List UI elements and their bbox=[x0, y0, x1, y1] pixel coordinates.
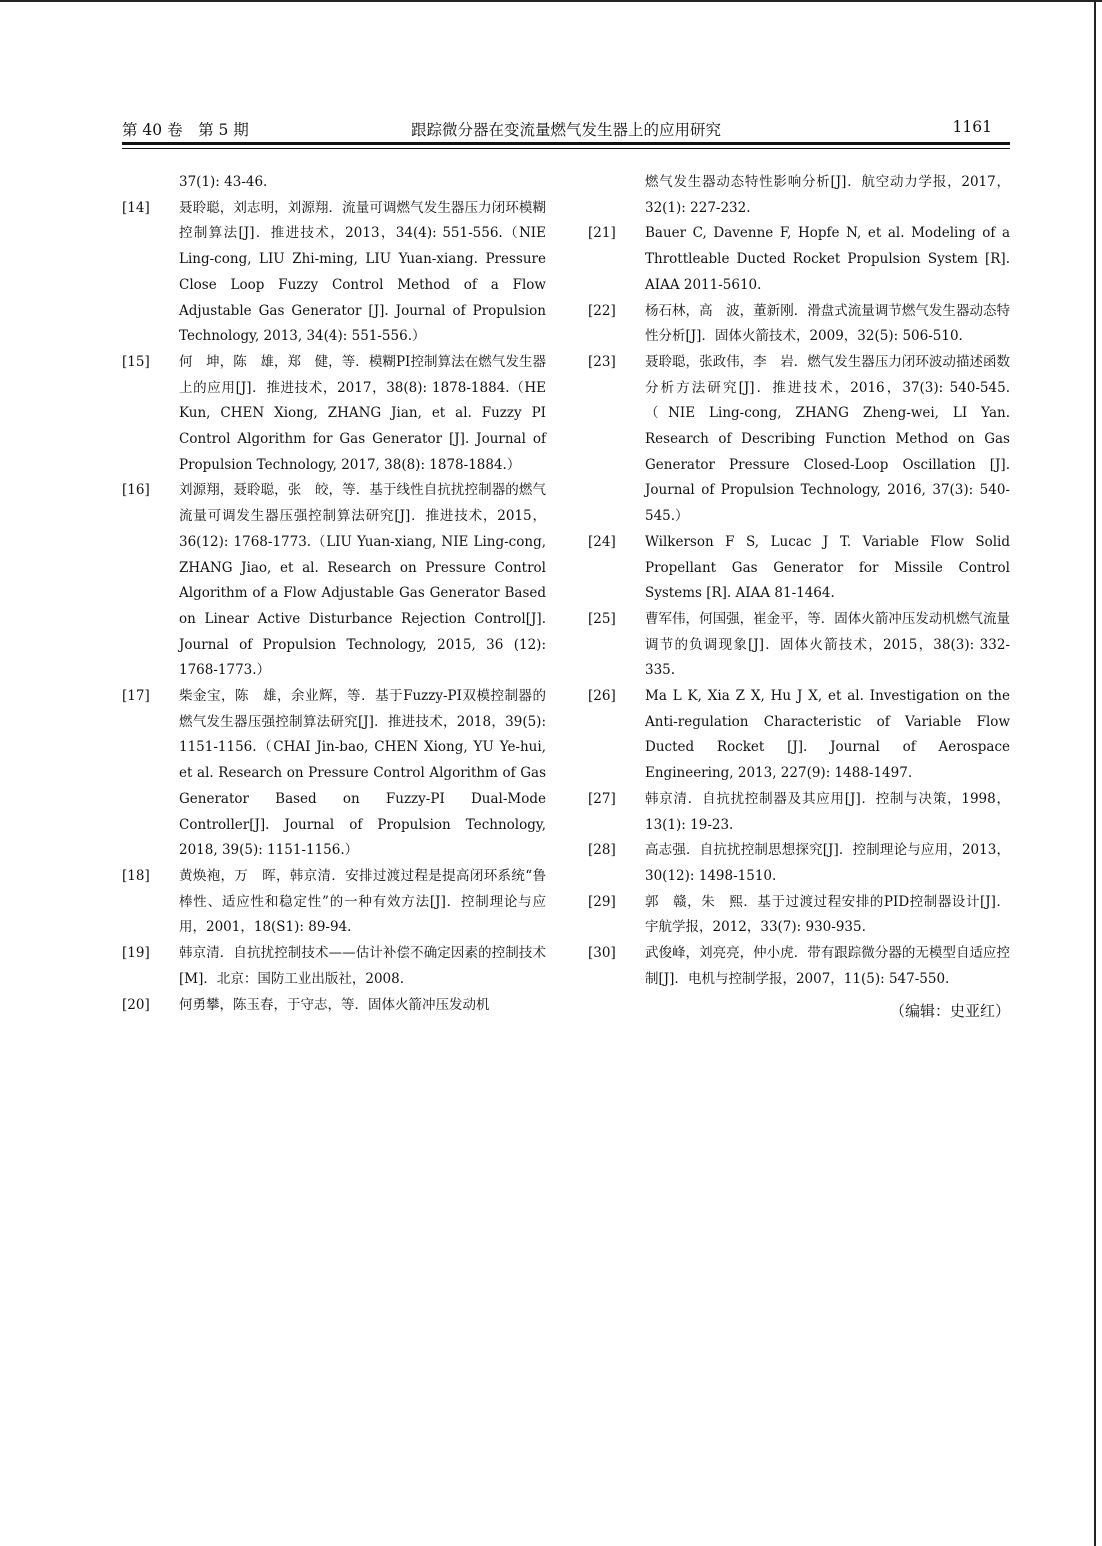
reference-item bbox=[122, 993, 546, 1019]
reference-text: 何 坤，陈 雄，郑 健，等．模糊PI控制算法在燃气发生器上的应用[J]．推进技术，2017，38(8): 1878-1884.（HE Kun, CHEN Xiong, ZHANG Jian, et al. Fuzzy PI Control Algorithm for Gas Generator [J]. Journal of Propulsion Technology, 2017, 38(8): 1878-1884.） bbox=[179, 353, 546, 473]
reference-number: [17] bbox=[122, 688, 150, 705]
reference-number: [20] bbox=[122, 996, 150, 1013]
reference-item bbox=[588, 530, 1010, 607]
reference-number: [23] bbox=[588, 353, 616, 370]
reference-item bbox=[588, 607, 1010, 684]
reference-text: 曹军伟，何国强，崔金平，等．固体火箭冲压发动机燃气流量调节的负调现象[J]．固体火箭技术，2015，38(3): 332-335. bbox=[645, 610, 1010, 679]
editor-note: （编辑：史亚红） bbox=[889, 1001, 1010, 1020]
reference-number: [15] bbox=[122, 353, 150, 370]
reference-number: [25] bbox=[588, 610, 616, 627]
reference-text: Wilkerson F S, Lucac J T. Variable Flow Solid Propellant Gas Generator for Missile Control Systems [R]. AIAA 81-1464. bbox=[645, 533, 1010, 602]
reference-number: [16] bbox=[122, 482, 150, 499]
reference-number: [30] bbox=[588, 945, 616, 962]
reference-item bbox=[588, 684, 1010, 787]
page-edge-top bbox=[0, 0, 1102, 2]
reference-item bbox=[588, 221, 1010, 298]
reference-number: [21] bbox=[588, 225, 616, 242]
running-title: 跟踪微分器在变流量燃气发生器上的应用研究 bbox=[410, 121, 721, 139]
reference-text: 聂聆聪，张政伟，李 岩．燃气发生器压力闭环波动描述函数分析方法研究[J]．推进技术，2016，37(3): 540-545.（NIE Ling-cong, ZHANG Zheng-wei, LI Yan. Research of Describing Function Method on Gas Generator Pressure Closed-Loop Oscillation [J]. Journal of Propulsion Technology, 2016, 37(3): 540-545.） bbox=[645, 353, 1010, 525]
reference-item bbox=[122, 350, 546, 479]
reference-item bbox=[588, 299, 1010, 350]
reference-number: [18] bbox=[122, 867, 150, 884]
reference-item bbox=[122, 684, 546, 864]
reference-number: [22] bbox=[588, 302, 616, 319]
reference-text: Bauer C, Davenne F, Hopfe N, et al. Modeling of a Throttleable Ducted Rocket Propulsion System [R]. AIAA 2011-5610. bbox=[645, 225, 1010, 293]
reference-number: [29] bbox=[588, 893, 616, 910]
reference-column-right bbox=[588, 170, 1010, 1024]
reference-number: [27] bbox=[588, 790, 616, 807]
reference-text: 燃气发生器动态特性影响分析[J]．航空动力学报，2017，32(1): 227-232. bbox=[645, 174, 1010, 216]
reference-number: [24] bbox=[588, 533, 616, 550]
reference-number: [26] bbox=[588, 688, 616, 705]
reference-text: 聂聆聪，刘志明，刘源翔．流量可调燃气发生器压力闭环模糊控制算法[J]．推进技术，2013，34(4): 551-556.（NIE Ling-cong, LIU Zhi-ming, LIU Yuan-xiang. Pressure Close Loop Fuzzy Control Method of a Flow Adjustable Gas Generator [J]. Journal of Propulsion Technology, 2013, 34(4): 551-556.） bbox=[179, 199, 546, 345]
reference-item bbox=[122, 864, 546, 941]
reference-text: 郭 赣，朱 熙．基于过渡过程安排的PID控制器设计[J]．宇航学报，2012，33(7): 930-935. bbox=[645, 893, 1010, 936]
reference-item bbox=[122, 941, 546, 992]
reference-text: 刘源翔，聂聆聪，张 皎，等．基于线性自抗扰控制器的燃气流量可调发生器压强控制算法研究[J]．推进技术，2015，36(12): 1768-1773.（LIU Yuan-xiang, NIE Ling-cong, ZHANG Jiao, et al. Research on Pressure Control Algorithm of a Flow Adjustable Gas Generator Based on Linear Active Disturbance Rejection Control[J]. Journal of Propulsion Technology, 2015, 36 (12): 1768-1773.） bbox=[179, 482, 546, 679]
reference-item bbox=[588, 170, 1010, 221]
reference-text: 37(1): 43-46. bbox=[179, 174, 268, 190]
reference-number: [28] bbox=[588, 842, 616, 859]
reference-item bbox=[588, 890, 1010, 941]
volume-issue: 第 40 卷 第 5 期 bbox=[122, 121, 249, 139]
reference-item bbox=[122, 478, 546, 684]
reference-item bbox=[122, 196, 546, 350]
running-header bbox=[122, 116, 1010, 142]
reference-text: 高志强．自抗扰控制思想探究[J]．控制理论与应用，2013，30(12): 1498-1510. bbox=[645, 842, 1010, 884]
reference-text: 韩京清．自抗扰控制技术——估计补偿不确定因素的控制技术[M]．北京：国防工业出版社，2008. bbox=[179, 945, 546, 987]
reference-text: 柴金宝，陈 雄，余业辉，等．基于Fuzzy-PI双模控制器的燃气发生器压强控制算法研究[J]．推进技术，2018，39(5): 1151-1156.（CHAI Jin-bao, CHEN Xiong, YU Ye-hui, et al. Research on Pressure Control Algorithm of Gas Generator Based on Fuzzy-PI Dual-Mode Controller[J]. Journal of Propulsion Technology, 2018, 39(5): 1151-1156.） bbox=[179, 688, 546, 859]
reference-column-left bbox=[122, 170, 546, 1018]
reference-number: [19] bbox=[122, 945, 150, 962]
reference-item bbox=[588, 838, 1010, 889]
reference-number: [14] bbox=[122, 199, 150, 216]
header-rule-thin bbox=[122, 148, 1010, 149]
page-edge-right bbox=[1094, 0, 1096, 1546]
reference-text: 杨石林，高 波，董新刚．滑盘式流量调节燃气发生器动态特性分析[J]．固体火箭技术，2009，32(5): 506-510. bbox=[645, 302, 1010, 345]
reference-item bbox=[588, 787, 1010, 838]
reference-text: 何勇攀，陈玉春，于守志，等．固体火箭冲压发动机 bbox=[179, 996, 490, 1013]
reference-item bbox=[588, 350, 1010, 530]
page-number: 1161 bbox=[952, 118, 992, 136]
reference-text: 黄焕袍，万 晖，韩京清．安排过渡过程是提高闭环系统“鲁棒性、适应性和稳定性”的一种有效方法[J]．控制理论与应用，2001，18(S1): 89-94. bbox=[179, 867, 546, 936]
reference-text: Ma L K, Xia Z X, Hu J X, et al. Investigation on the Anti-regulation Characteristic of Variable Flow Ducted Rocket [J]. Journal of Aerospace Engineering, 2013, 227(9): 1488-1497. bbox=[645, 688, 1010, 782]
header-rule-thick bbox=[122, 142, 1010, 145]
reference-text: 韩京清．自抗扰控制器及其应用[J]．控制与决策，1998，13(1): 19-23. bbox=[645, 790, 1010, 833]
reference-item bbox=[588, 941, 1010, 992]
reference-item bbox=[122, 170, 546, 196]
reference-text: 武俊峰，刘亮亮，仲小虎．带有跟踪微分器的无模型自适应控制[J]．电机与控制学报，2007，11(5): 547-550. bbox=[645, 945, 1010, 987]
